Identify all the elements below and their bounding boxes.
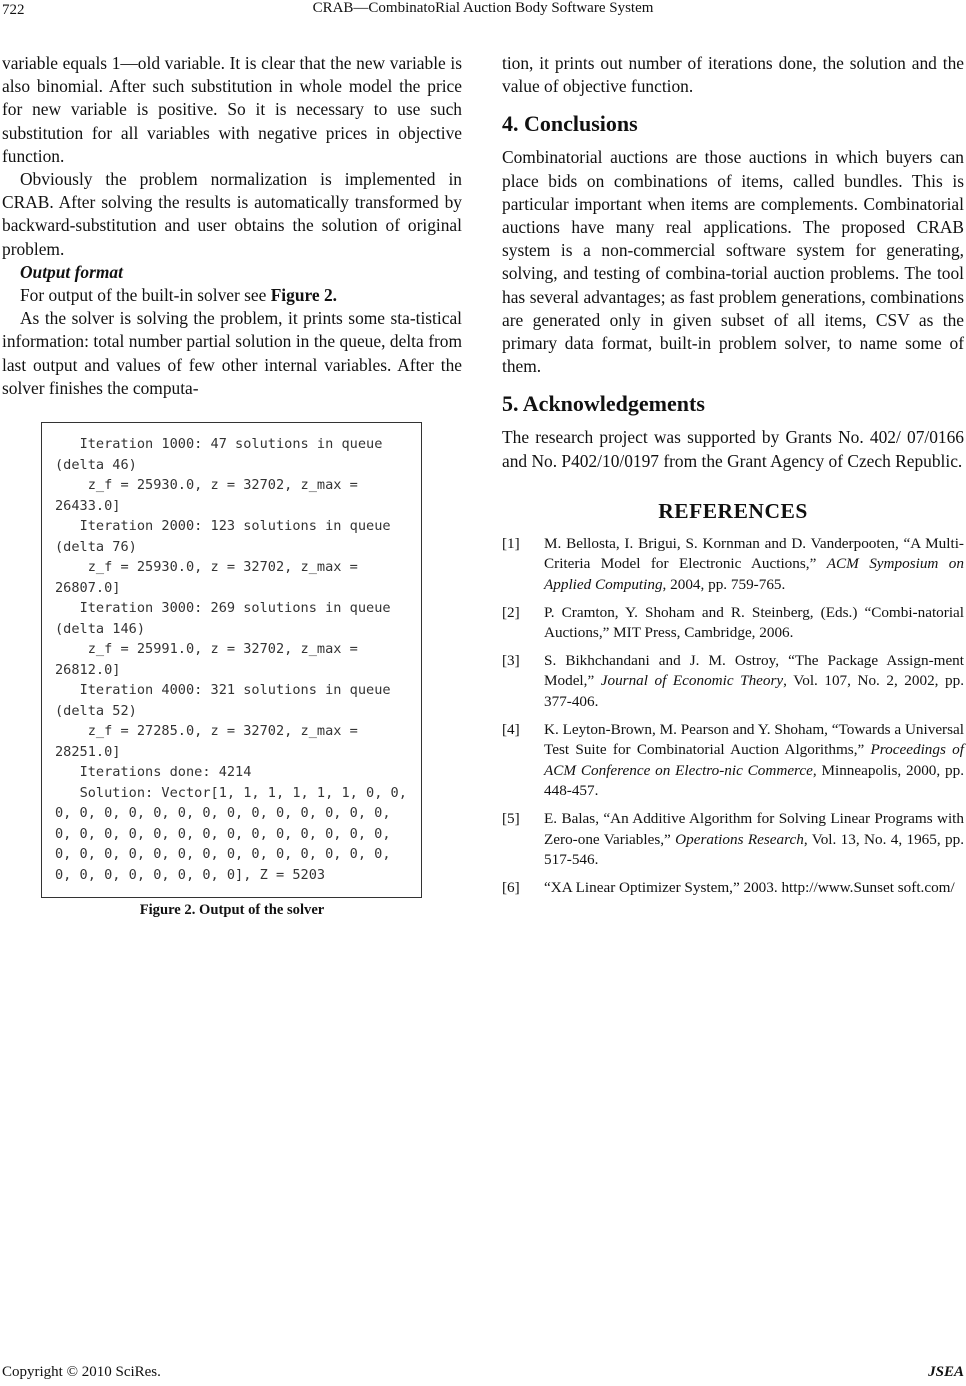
journal-abbreviation: JSEA <box>928 1364 964 1380</box>
reference-text: S. Bikhchandani and J. M. Ostroy, “The Package Assign-ment Model,” Journal of Economic Theory, Vol. 107, No. 2, 2002, pp. 377-406. <box>544 651 964 710</box>
reference-item <box>502 809 964 871</box>
conclusions-paragraph: Combinatorial auctions are those auctions in which buyers can place bids on combinations of items, called bundles. This is particular important when items are complements. Combinatorial auctions have many real applications. The proposed CRAB system is a non-commercial software system for generating, solving, and testing of combina-torial auction problems. The tool has several advantages; as fast problem generations, combinations are generated only in given subset of all items, CSV as the primary data format, built-in problem solver, to name some of them. <box>502 147 964 377</box>
figure-2-box <box>41 422 422 898</box>
reference-item <box>502 534 964 596</box>
page-footer <box>0 1364 966 1386</box>
solver-output-code: Iteration 1000: 47 solutions in queue (delta 46) z_f = 25930.0, z = 32702, z_max = 26433.0] Iteration 2000: 123 solutions in queue (delta 76) z_f = 25930.0, z = 32702, z_max = 26807.0] Iteration 3000: 269 solutions in queue (delta 146) z_f = 25991.0, z = 32702, z_max = 26812.0] Iteration 4000: 321 solutions in queue (delta 52) z_f = 27285.0, z = 32702, z_max = 28251.0] Iterations done: 4214 Solution: Vector[1, 1, 1, 1, 1, 1, 0, 0, 0, 0, 0, 0, 0, 0, 0, 0, 0, 0, 0, 0, 0, 0, 0, 0, 0, 0, 0, 0, 0, 0, 0, 0, 0, 0, 0, 0, 0, 0, 0, 0, 0, 0, 0, 0, 0, 0, 0, 0, 0, 0, 0, 0, 0, 0, 0, 0, 0, 0], Z = 5203 <box>55 436 407 883</box>
reference-item <box>502 603 964 644</box>
figure-caption: Figure 2. Output of the solver <box>139 902 325 919</box>
body-paragraph: Obviously the problem normalization is implemented in CRAB. After solving the results is automatically transformed by backward-substitution and user obtains the solution of original problem. <box>2 169 462 259</box>
reference-number: [6] <box>502 878 520 896</box>
acknowledgements-paragraph: The research project was supported by Grants No. 402/ 07/0166 and No. P402/10/0197 from the Grant Agency of Czech Republic. <box>502 427 964 471</box>
references-heading: REFERENCES <box>658 498 808 523</box>
body-paragraph <box>2 284 462 307</box>
reference-number: [5] <box>502 809 520 827</box>
reference-item <box>502 878 964 899</box>
reference-item <box>502 651 964 713</box>
reference-number: [3] <box>502 651 520 669</box>
reference-item <box>502 720 964 802</box>
reference-text: P. Cramton, Y. Shoham and R. Steinberg, (Eds.) “Combi-natorial Auctions,” MIT Press, Cambridge, 2006. <box>544 603 964 642</box>
section-heading-conclusions: 4. Conclusions <box>502 111 638 137</box>
body-paragraph: As the solver is solving the problem, it prints some sta-tistical information: total number partial solution in the queue, delta from last output and values of few other internal variables. After the solver finishes the computa- <box>2 308 462 398</box>
section-heading-acknowledgements: 5. Acknowledgements <box>502 391 705 417</box>
subsection-heading: Output format <box>20 261 123 282</box>
body-paragraph: tion, it prints out number of iterations done, the solution and the value of objective function. <box>502 53 964 97</box>
page-number: 722 <box>2 2 25 18</box>
right-column <box>502 52 964 905</box>
reference-text: K. Leyton-Brown, M. Pearson and Y. Shoham, “Towards a Universal Test Suite for Combinatorial Auction Algorithms,” Proceedings of ACM Conference on Electro-nic Commerce, Minneapolis, 2000, pp. 448-457. <box>544 720 964 800</box>
reference-text: E. Balas, “An Additive Algorithm for Solving Linear Programs with Zero-one Variables,” Operations Research, Vol. 13, No. 4, 1965, pp. 517-546. <box>544 809 964 869</box>
running-header <box>0 0 966 22</box>
reference-text: M. Bellosta, I. Brigui, S. Kornman and D. Vanderpooten, “A Multi-Criteria Model for Electronic Auctions,” ACM Symposium on Applied Computing, 2004, pp. 759-765. <box>544 534 964 594</box>
figure-reference-text: For output of the built-in solver see <box>20 285 271 306</box>
left-column <box>2 52 462 919</box>
reference-number: [1] <box>502 534 520 552</box>
references-list <box>502 534 964 899</box>
reference-text: “XA Linear Optimizer System,” 2003. http://www.Sunset soft.com/ <box>544 878 955 896</box>
reference-number: [2] <box>502 603 520 621</box>
reference-number: [4] <box>502 720 520 738</box>
body-paragraph: variable equals 1—old variable. It is clear that the new variable is also binomial. After such substitution in whole model the price for new variable is positive. So it is necessary to use such substitution for all variables with negative prices in objective function. <box>2 53 462 166</box>
copyright-notice: Copyright © 2010 SciRes. <box>2 1364 161 1380</box>
running-title: CRAB—CombinatoRial Auction Body Software System <box>312 0 654 16</box>
figure-reference: Figure 2. <box>270 285 338 306</box>
